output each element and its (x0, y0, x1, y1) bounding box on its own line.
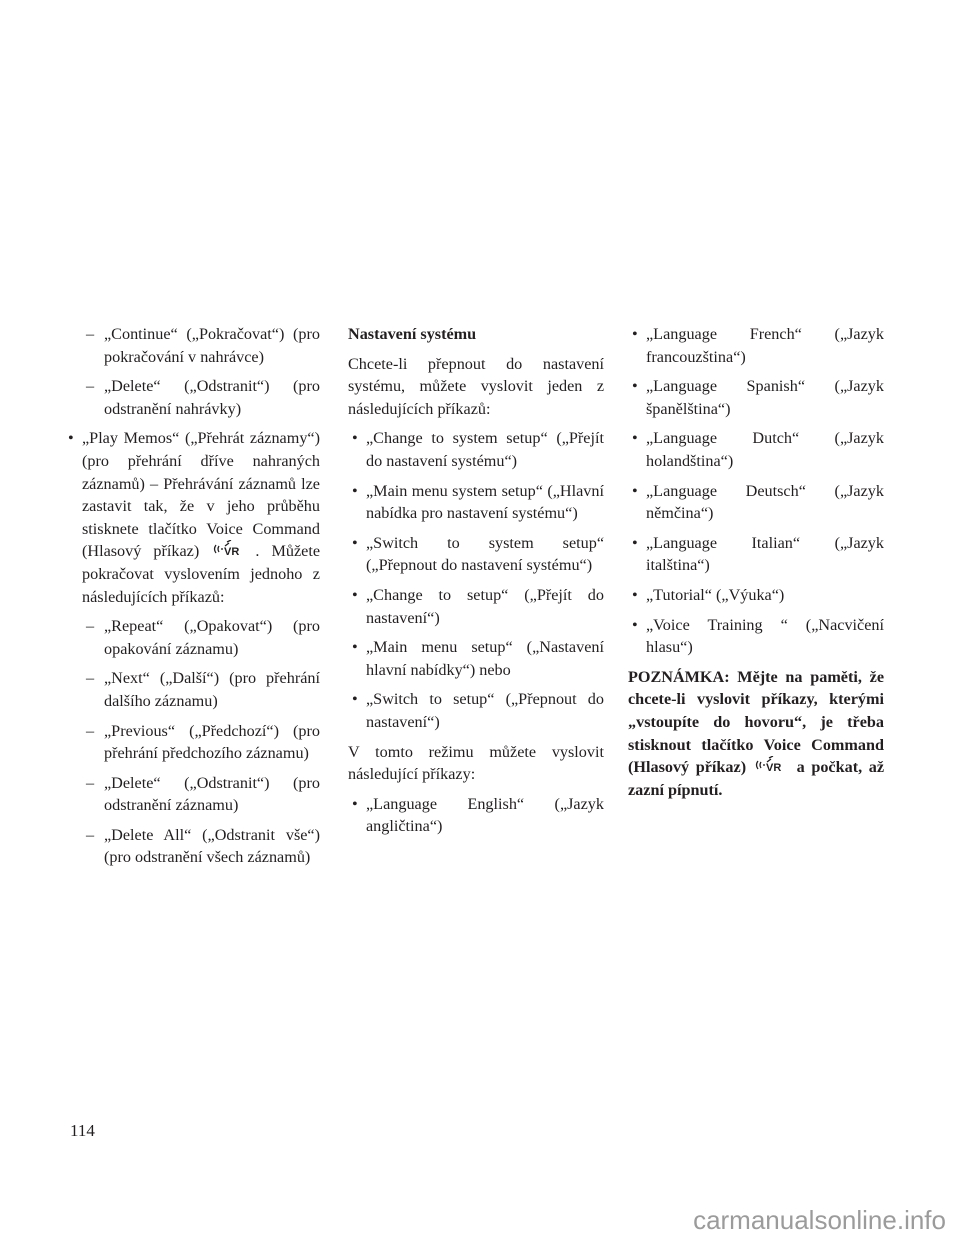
list-item (628, 480, 884, 525)
list-item (628, 323, 884, 368)
list-item-text: „Delete All“ („Odstranit vše“) (pro odstranění všech záznamů) (104, 825, 320, 867)
play-memos-text: „Play Memos“ („Přehrát záznamy“) (pro přehrání dříve nahraných záznamů) – Přehrávání záznamů lze zastavit tak, že v jeho průběhu stisknete tlačítko Voice Command (Hlasový příkaz) (82, 429, 320, 561)
svg-text:VR: VR (765, 762, 781, 775)
list-item-text: „Language Deutsch“ („Jazyk němčina“) (646, 481, 884, 523)
intro-paragraph: Chcete-li přepnout do nastavení systému, můžete vyslovit jeden z následujících příkazů: (348, 354, 604, 418)
play-memos-text-continued: . Můžete pokračovat vyslovením jednoho z následujících příkazů: (82, 542, 321, 606)
list-item-text: „Switch to system setup“ („Přepnout do nastavení systému“) (366, 533, 604, 575)
voice-command-icon (213, 540, 253, 558)
list-item-text: „Language Spanish“ („Jazyk španělština“) (646, 377, 884, 418)
list-item (628, 427, 884, 472)
list-item-play-memos (64, 427, 320, 608)
dash-marker: – (86, 669, 95, 688)
bullet-marker: • (68, 429, 74, 448)
list-item (628, 375, 884, 420)
list-item-text: „Main menu setup“ („Nastavení hlavní nabídky“) nebo (366, 638, 604, 679)
dash-marker: – (86, 617, 95, 636)
list-item-text: „Tutorial“ („Výuka“) (646, 585, 785, 604)
list-item-text: „Main menu system setup“ („Hlavní nabídka pro nastavení systému“) (366, 481, 604, 523)
bullet-marker: • (632, 615, 638, 634)
note-text: POZNÁMKA: Mějte na paměti, že chcete-li vyslovit příkazy, kterými „vstoupíte do hovoru“, je třeba stisknout tlačítko Voice Command (Hlasový příkaz) (628, 667, 884, 777)
column-right (628, 323, 884, 801)
list-item-text: „Voice Training “ („Nacvičení hlasu“) (646, 615, 884, 657)
section-heading: Nastavení systému (348, 325, 477, 343)
list-item-text: „Change to setup“ („Přejít do nastavení“) (366, 585, 604, 627)
list-item-text: „Continue“ („Pokračovat“) (pro pokračování v nahrávce) (104, 325, 320, 366)
list-item (64, 667, 320, 712)
bullet-marker: • (352, 585, 358, 604)
dash-marker: – (86, 325, 95, 343)
list-item (64, 772, 320, 817)
list-item (348, 584, 604, 629)
list-item-text: „Language Dutch“ („Jazyk holandština“) (646, 429, 884, 470)
list-item-text: „Repeat“ („Opakovat“) (pro opakování záznamu) (104, 617, 320, 658)
list-item (348, 427, 604, 472)
list-item-text: „Previous“ („Předchozí“) (pro přehrání předchozího záznamu) (104, 721, 320, 763)
list-item-text: „Delete“ („Odstranit“) (pro odstranění nahrávky) (104, 377, 320, 418)
list-item-text: „Switch to setup“ („Přepnout do nastavení“) (366, 690, 604, 731)
list-item (348, 636, 604, 681)
list-item-text: „Language Italian“ („Jazyk italština“) (646, 533, 884, 575)
bullet-marker: • (632, 481, 638, 500)
bullet-marker: • (632, 325, 638, 343)
dash-marker: – (86, 377, 95, 396)
column-left (64, 323, 320, 876)
bullet-marker: • (352, 638, 358, 657)
bullet-marker: • (352, 429, 358, 448)
list-item-text: „Change to system setup“ („Přejít do nastavení systému“) (366, 429, 604, 470)
list-item (64, 615, 320, 660)
list-item (628, 532, 884, 577)
list-item (64, 824, 320, 869)
dash-marker: – (86, 721, 95, 740)
list-item (64, 375, 320, 420)
mode-paragraph: V tomto režimu můžete vyslovit následující příkazy: (348, 742, 604, 784)
bullet-marker: • (632, 533, 638, 552)
voice-command-icon (755, 756, 795, 774)
bullet-marker: • (352, 690, 358, 709)
page-number: 114 (70, 1121, 95, 1140)
bullet-marker: • (632, 585, 638, 604)
bullet-marker: • (352, 481, 358, 500)
bullet-marker: • (632, 429, 638, 448)
watermark-text: carmanualsonline.info (693, 1205, 946, 1235)
list-item (64, 720, 320, 765)
list-item (628, 584, 884, 607)
bullet-marker: • (352, 794, 358, 813)
list-item (348, 480, 604, 525)
list-item (348, 532, 604, 577)
column-middle (348, 323, 604, 845)
note-text-continued: a počkat, až zazní pípnutí. (628, 758, 885, 799)
svg-text:VR: VR (224, 546, 240, 559)
note-paragraph (628, 666, 884, 802)
list-item (628, 614, 884, 659)
list-item-text: „Delete“ („Odstranit“) (pro odstranění záznamu) (104, 773, 320, 815)
bullet-marker: • (632, 377, 638, 396)
list-item (64, 323, 320, 368)
list-item-text: „Language French“ („Jazyk francouzština“) (646, 325, 884, 366)
list-item-text: „Language English“ („Jazyk angličtina“) (366, 794, 604, 836)
list-item-text: „Next“ („Další“) (pro přehrání dalšího záznamu) (104, 669, 320, 710)
bullet-marker: • (352, 533, 358, 552)
list-item (348, 688, 604, 733)
list-item (348, 793, 604, 838)
dash-marker: – (86, 825, 95, 844)
dash-marker: – (86, 773, 95, 792)
